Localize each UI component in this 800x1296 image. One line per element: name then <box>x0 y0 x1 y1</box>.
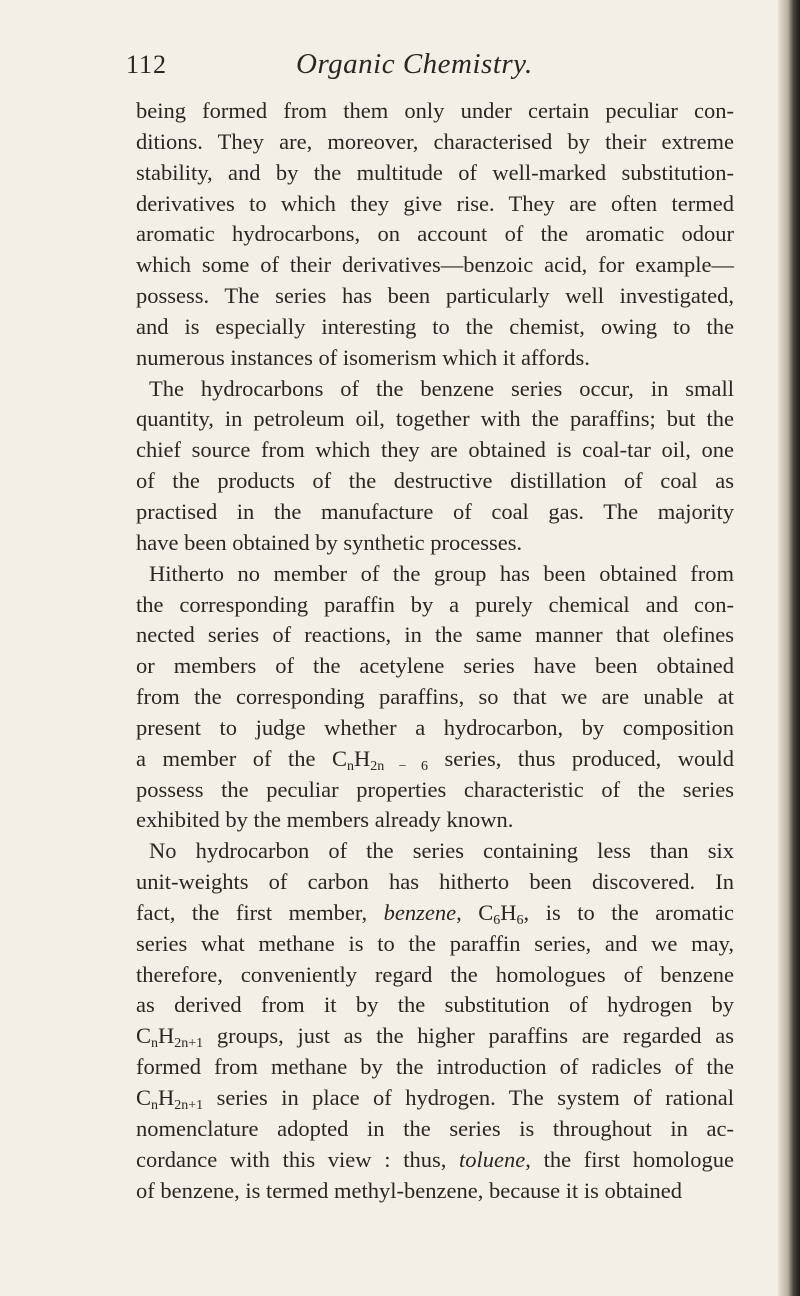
text-line-with-formula <box>136 898 734 929</box>
text-line: chief source from which they are obtained is coal-tar oil, one <box>136 437 734 463</box>
formula-element: C <box>136 1085 152 1110</box>
text-line: nected series of reactions, in the same manner that olefines <box>136 622 734 648</box>
running-title: Organic Chemistry. <box>296 48 533 80</box>
formula-element: C <box>478 899 494 925</box>
text-line-with-formula <box>136 1021 734 1052</box>
text-line: which some of their derivatives—benzoic acid, for example— <box>136 252 734 278</box>
formula-element: H <box>354 745 371 771</box>
formula-subscript: n <box>151 1036 159 1052</box>
text-run: series in place of hydrogen. The system of rational <box>203 1085 734 1110</box>
text-run: fact, the first member, <box>136 899 384 925</box>
page-header <box>126 48 746 88</box>
text-run: groups, just as the higher paraffins are regarded as <box>203 1023 734 1049</box>
formula-subscript: 2n − 6 <box>370 758 428 774</box>
text-run: , the first homologue <box>525 1146 734 1172</box>
formula-subscript: 2n+1 <box>174 1036 204 1052</box>
text-line: have been obtained by synthetic processes. <box>136 529 523 555</box>
body-text <box>136 96 734 1206</box>
paragraph-start: The hydrocarbons of the benzene series occur, in small <box>149 375 734 401</box>
text-run: a member of the <box>136 745 333 771</box>
text-line: the corresponding paraffin by a purely chemical and con- <box>136 591 734 617</box>
paragraph-start: No hydrocarbon of the series containing less than six <box>149 838 734 864</box>
text-run: , <box>456 899 479 925</box>
formula-element: H <box>158 1085 175 1110</box>
text-line-with-formula <box>136 1083 734 1114</box>
formula-element: C <box>136 1023 152 1049</box>
text-line: numerous instances of isomerism which it affords. <box>136 344 590 370</box>
formula-subscript: n <box>151 1098 159 1113</box>
text-line: of benzene, is termed methyl-benzene, because it is obtained <box>136 1177 683 1203</box>
text-line: unit-weights of carbon has hitherto been discovered. In <box>136 869 734 895</box>
text-line: formed from methane by the introduction of radicles of the <box>136 1054 734 1080</box>
text-line: from the corresponding paraffins, so that we are unable at <box>136 684 734 710</box>
text-line: stability, and by the multitude of well-marked substitution- <box>136 159 734 185</box>
text-line: series what methane is to the paraffin series, and we may, <box>136 930 734 956</box>
page-edge-shadow <box>778 0 800 1296</box>
text-run: cordance with this view : thus, <box>136 1146 460 1172</box>
text-run: series, thus produced, would <box>427 745 734 771</box>
italic-term-benzene: benzene <box>383 899 457 925</box>
italic-term-toluene: toluene <box>459 1146 526 1172</box>
text-line: of the products of the destructive distillation of coal as <box>136 468 734 494</box>
text-line: and is especially interesting to the chemist, owing to the <box>136 313 734 339</box>
text-line: possess the peculiar properties characteristic of the series <box>136 776 734 802</box>
formula-element: H <box>158 1023 175 1049</box>
formula-c6h6 <box>478 899 524 928</box>
formula-cnh2n+1 <box>136 1085 204 1113</box>
text-line <box>136 1145 734 1176</box>
page-number: 112 <box>126 50 168 79</box>
formula-element: H <box>500 899 517 925</box>
formula-subscript: 2n+1 <box>174 1098 204 1113</box>
formula-cnh2n+1 <box>136 1023 204 1052</box>
text-line: quantity, in petroleum oil, together with the paraffins; but the <box>136 406 734 432</box>
text-line: nomenclature adopted in the series is throughout in ac- <box>136 1115 734 1141</box>
text-line: being formed from them only under certain peculiar con- <box>136 98 734 123</box>
text-line: aromatic hydrocarbons, on account of the aromatic odour <box>136 221 734 247</box>
text-line: ditions. They are, moreover, characterised by their extreme <box>136 128 734 154</box>
formula-subscript: 6 <box>516 912 524 928</box>
formula-cnh2n-6 <box>332 745 428 774</box>
text-line: practised in the manufacture of coal gas. The majority <box>136 498 734 524</box>
text-line-with-formula <box>136 744 734 775</box>
text-line: as derived from it by the substitution of hydrogen by <box>136 992 734 1018</box>
text-line: therefore, conveniently regard the homologues of benzene <box>136 961 734 987</box>
text-line: exhibited by the members already known. <box>136 807 514 833</box>
text-line: or members of the acetylene series have been obtained <box>136 653 734 679</box>
text-line: present to judge whether a hydrocarbon, by composition <box>136 714 734 740</box>
formula-subscript: n <box>347 758 355 774</box>
text-line: possess. The series has been particularly well investigated, <box>136 283 734 309</box>
paragraph-start: Hitherto no member of the group has been obtained from <box>149 560 734 586</box>
formula-element: C <box>332 745 348 771</box>
text-line: derivatives to which they give rise. They are often termed <box>136 190 734 216</box>
text-run: , is to the aromatic <box>523 899 734 925</box>
formula-subscript: 6 <box>493 912 501 928</box>
